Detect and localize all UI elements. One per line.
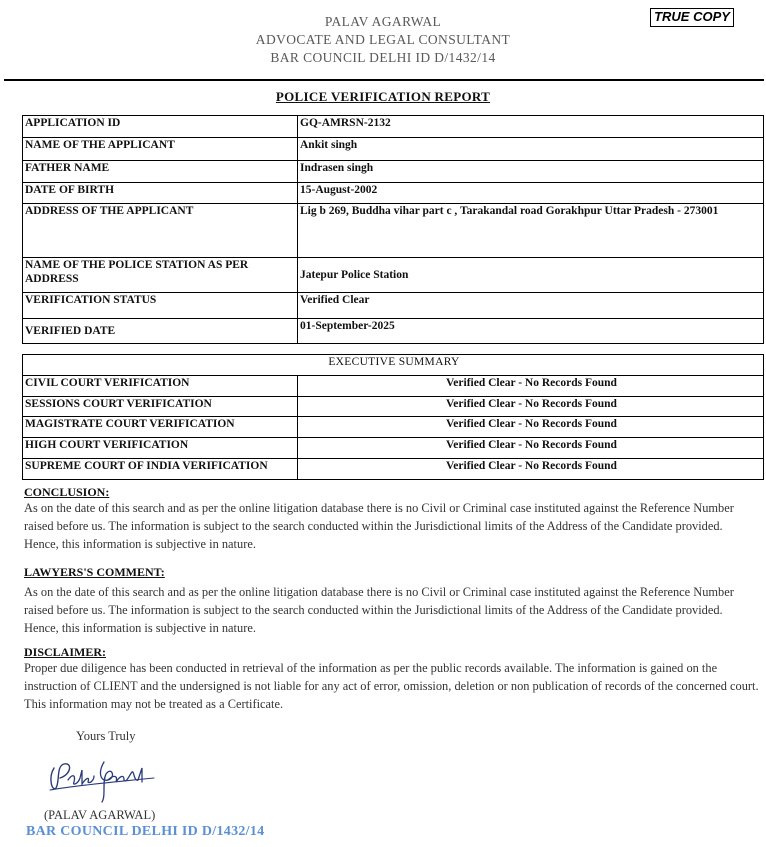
table-row (23, 319, 764, 344)
handwritten-signature-icon (42, 752, 160, 804)
summary-value: Verified Clear - No Records Found (298, 459, 764, 480)
table-row (23, 459, 764, 480)
detail-label: ADDRESS OF THE APPLICANT (23, 204, 298, 258)
detail-value: GQ-AMRSN-2132 (298, 116, 764, 138)
header-divider (4, 79, 764, 81)
table-row (23, 116, 764, 138)
signatory-name: (PALAV AGARWAL) (44, 808, 156, 822)
summary-value: Verified Clear - No Records Found (298, 438, 764, 459)
table-row (23, 355, 764, 376)
summary-value: Verified Clear - No Records Found (298, 397, 764, 417)
detail-value: Indrasen singh (298, 161, 764, 183)
table-row (23, 183, 764, 204)
detail-label: NAME OF THE POLICE STATION AS PER ADDRESS (23, 258, 298, 293)
applicant-details-table (22, 115, 764, 344)
lawyers-comment-text: As on the date of this search and as per the online litigation database there is no Civil or Criminal case instituted against the Reference Number raised before us. The information is subject to the search conducted within the Jurisdictional limits of the Address of the Candidate provided. Hence, this information is subjective in nature. (24, 585, 734, 635)
table-row (23, 204, 764, 258)
detail-value: Ankit singh (298, 138, 764, 161)
detail-value: 15-August-2002 (298, 183, 764, 204)
advocate-role: ADVOCATE AND LEGAL CONSULTANT (255, 32, 511, 47)
detail-value: Verified Clear (298, 293, 764, 319)
detail-label: APPLICATION ID (23, 116, 298, 138)
detail-value: Lig b 269, Buddha vihar part c , Tarakandal road Gorakhpur Uttar Pradesh - 273001 (298, 204, 764, 258)
table-row (23, 258, 764, 293)
executive-summary-table (22, 354, 764, 480)
table-row (23, 438, 764, 459)
detail-label: NAME OF THE APPLICANT (23, 138, 298, 161)
advocate-name: PALAV AGARWAL (324, 14, 442, 29)
signatory-bar-id: BAR COUNCIL DELHI ID D/1432/14 (26, 824, 265, 839)
detail-label: FATHER NAME (23, 161, 298, 183)
summary-value: Verified Clear - No Records Found (298, 376, 764, 397)
detail-value: 01-September-2025 (298, 319, 764, 344)
conclusion-text: As on the date of this search and as per the online litigation database there is no Civil or Criminal case instituted against the Reference Number raised before us. The information is subject to the search conducted within the Jurisdictional limits of the Address of the Candidate provided. Hence, this information is subjective in nature. (24, 501, 734, 551)
summary-label: HIGH COURT VERIFICATION (23, 438, 298, 459)
summary-value: Verified Clear - No Records Found (298, 417, 764, 438)
closing-salutation: Yours Truly (76, 729, 136, 743)
table-row (23, 376, 764, 397)
true-copy-stamp: TRUE COPY (650, 8, 734, 27)
summary-label: SESSIONS COURT VERIFICATION (23, 397, 298, 417)
table-row (23, 138, 764, 161)
table-row (23, 397, 764, 417)
table-row (23, 293, 764, 319)
detail-label: DATE OF BIRTH (23, 183, 298, 204)
summary-label: MAGISTRATE COURT VERIFICATION (23, 417, 298, 438)
table-row (23, 161, 764, 183)
report-title: POLICE VERIFICATION REPORT (275, 89, 491, 104)
table-row (23, 417, 764, 438)
detail-value: Jatepur Police Station (298, 258, 764, 293)
disclaimer-heading: DISCLAIMER: (24, 645, 107, 659)
conclusion-heading: CONCLUSION: (24, 485, 110, 499)
lawyers-comment-heading: LAWYERS'S COMMENT: (24, 565, 165, 579)
executive-summary-title: EXECUTIVE SUMMARY (23, 355, 764, 376)
summary-label: SUPREME COURT OF INDIA VERIFICATION (23, 459, 298, 480)
advocate-bar-id: BAR COUNCIL DELHI ID D/1432/14 (270, 50, 496, 65)
disclaimer-text: Proper due diligence has been conducted in retrieval of the information as per the public records available. The information is gained on the instruction of CLIENT and the undersigned is not liable for any act of error, omission, deletion or non publication of records of the concerned court. This information may not be treated as a Certificate. (24, 661, 759, 711)
detail-label: VERIFICATION STATUS (23, 293, 298, 319)
summary-label: CIVIL COURT VERIFICATION (23, 376, 298, 397)
detail-label: VERIFIED DATE (23, 319, 298, 344)
